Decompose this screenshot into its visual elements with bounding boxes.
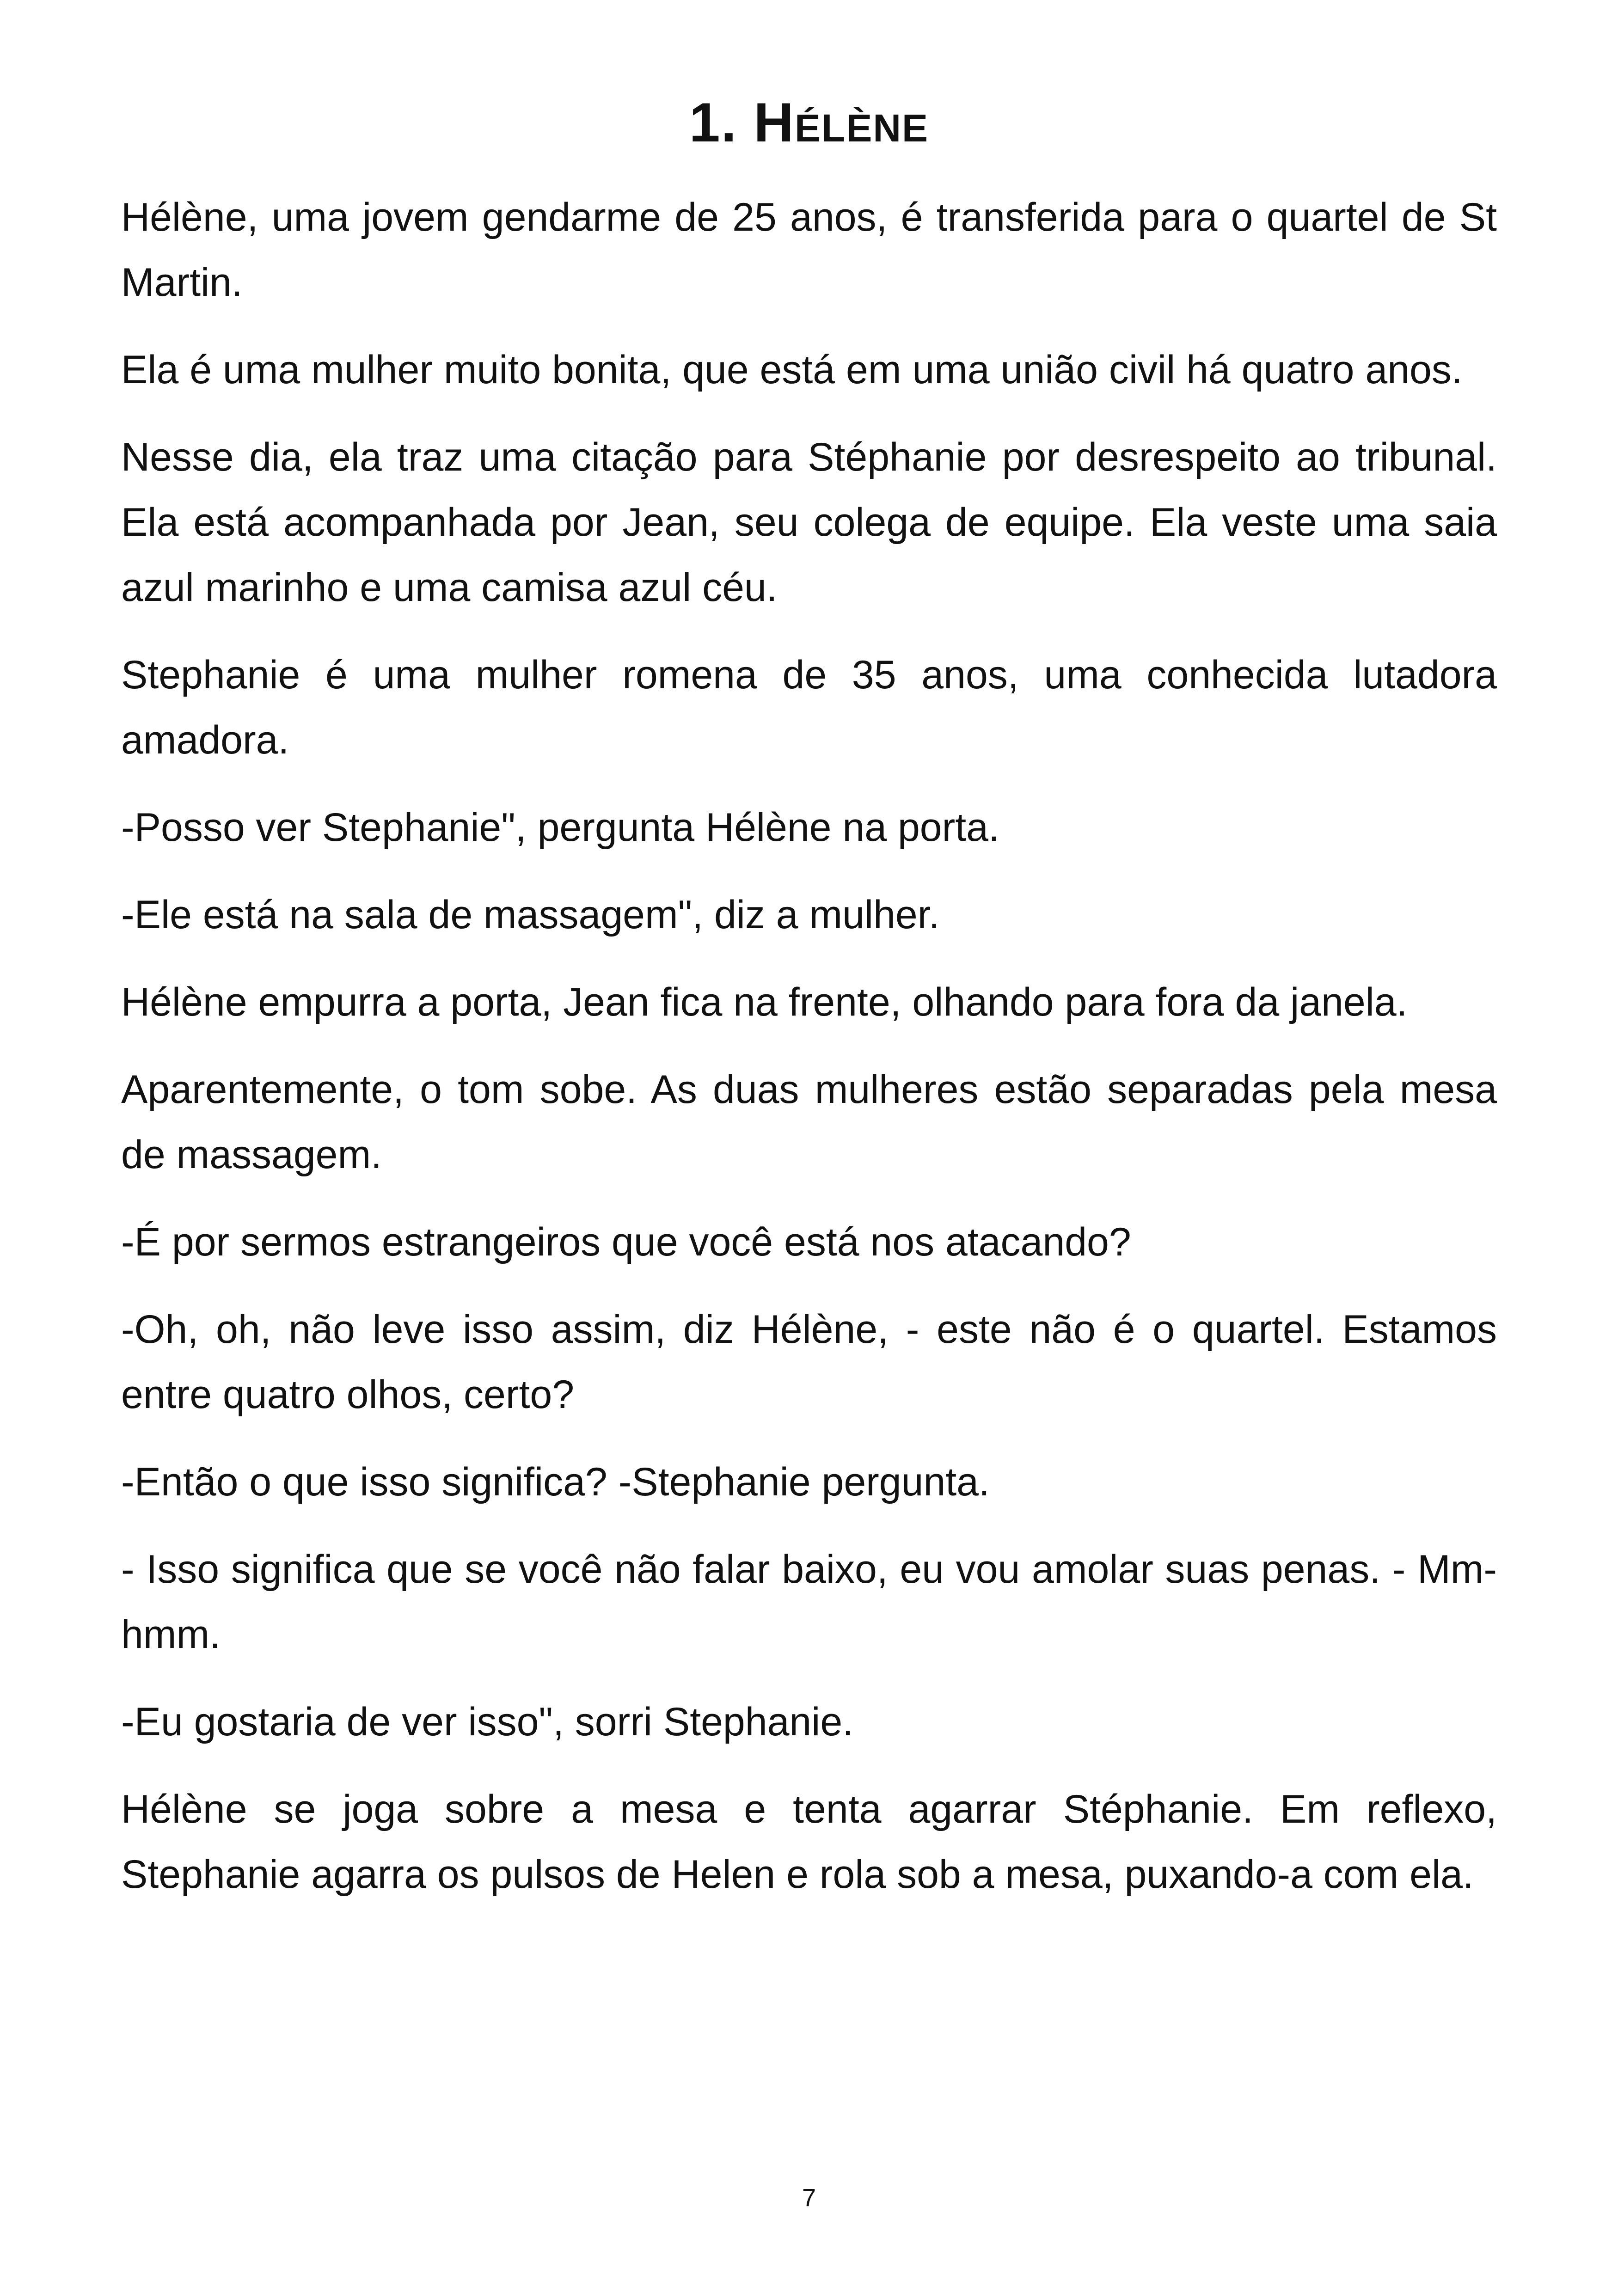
paragraph: Nesse dia, ela traz uma citação para Stéphanie por desrespeito ao tribunal. Ela está acompanhada por Jean, seu colega de equipe. Ela veste uma saia azul marinho e uma camisa azul céu.: [121, 435, 1497, 610]
paragraph: Aparentemente, o tom sobe. As duas mulheres estão separadas pela mesa de massagem.: [121, 1067, 1497, 1177]
paragraph: -Oh, oh, não leve isso assim, diz Hélène, - este não é o quartel. Estamos entre quatro olhos, certo?: [121, 1307, 1497, 1417]
paragraph: Hélène empurra a porta, Jean fica na frente, olhando para fora da janela.: [121, 980, 1408, 1024]
paragraph: Hélène se joga sobre a mesa e tenta agarrar Stéphanie. Em reflexo, Stephanie agarra os pulsos de Helen e rola sob a mesa, puxando-a com ela.: [121, 1787, 1497, 1897]
paragraph: -Posso ver Stephanie", pergunta Hélène na porta.: [121, 805, 999, 850]
page-number: 7: [802, 2184, 816, 2212]
chapter-title: 1. Hélène: [689, 92, 929, 153]
paragraph: -É por sermos estrangeiros que você está nos atacando?: [121, 1220, 1131, 1264]
paragraph: - Isso significa que se você não falar baixo, eu vou amolar suas penas. - Mm-hmm.: [121, 1547, 1497, 1657]
paragraph: Hélène, uma jovem gendarme de 25 anos, é transferida para o quartel de St Martin.: [121, 195, 1497, 305]
paragraph: Stephanie é uma mulher romena de 35 anos, uma conhecida lutadora amadora.: [121, 653, 1497, 762]
paragraph: -Eu gostaria de ver isso", sorri Stephanie.: [121, 1700, 854, 1744]
paragraph: -Então o que isso significa? -Stephanie pergunta.: [121, 1460, 990, 1504]
body-text: [121, 185, 1497, 1929]
paragraph: Ela é uma mulher muito bonita, que está em uma união civil há quatro anos.: [121, 348, 1463, 392]
paragraph: -Ele está na sala de massagem", diz a mulher.: [121, 893, 940, 937]
